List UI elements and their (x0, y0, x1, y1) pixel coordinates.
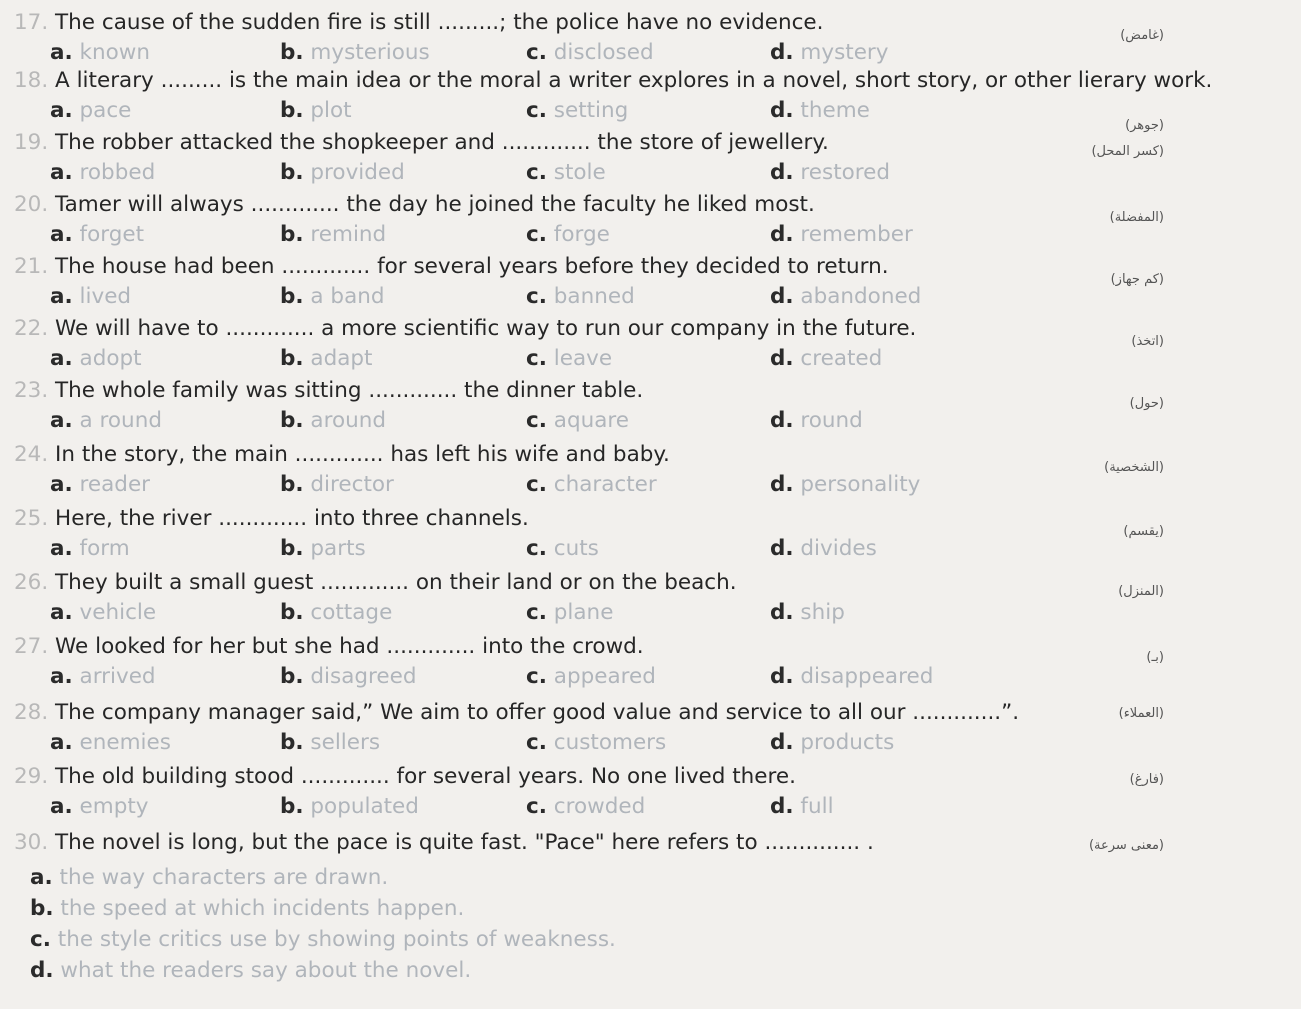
option-text: ship (800, 600, 845, 625)
question-29 (14, 762, 1284, 824)
option-text: populated (310, 794, 419, 819)
option-text: remember (800, 222, 913, 247)
option-c[interactable]: c. appeared (526, 664, 656, 689)
option-text: abandoned (800, 284, 922, 309)
option-d[interactable]: d. ship (770, 600, 845, 625)
option-text: leave (553, 346, 613, 371)
question-26 (14, 568, 1284, 630)
question-text: The robber attacked the shopkeeper and ............. the store of jewellery. (55, 130, 829, 155)
question-17 (14, 8, 1284, 70)
option-text: divides (800, 536, 877, 561)
option-c[interactable]: c. plane (526, 600, 614, 625)
option-d[interactable]: d. full (770, 794, 834, 819)
question-stem (14, 632, 644, 662)
question-18 (14, 66, 1284, 133)
arabic-hint: (اتخذ) (1131, 334, 1164, 349)
option-d[interactable]: d. personality (770, 472, 921, 497)
option-text: stole (553, 160, 606, 185)
option-c[interactable]: c. leave (526, 346, 613, 371)
option-c[interactable]: c. customers (526, 730, 667, 755)
question-22 (14, 314, 1284, 376)
question-text: The old building stood ............. for several years. No one lived there. (55, 764, 796, 789)
option-a[interactable]: a. arrived (50, 664, 156, 689)
arabic-hint: (جوهر) (1125, 118, 1164, 133)
option-text: plane (553, 600, 614, 625)
option-text: adopt (79, 346, 142, 371)
question-27 (14, 632, 1284, 694)
option-b[interactable]: b. populated (280, 794, 419, 819)
question-19 (14, 128, 1284, 190)
option-letter: c. (30, 927, 51, 952)
option-text: disappeared (800, 664, 934, 689)
option-a[interactable]: a. a round (50, 408, 162, 433)
option-text: theme (800, 98, 870, 123)
option-text: mystery (800, 40, 889, 65)
option-b[interactable]: b. sellers (280, 730, 381, 755)
option-text: form (79, 536, 130, 561)
option-d[interactable]: d. theme (770, 98, 870, 123)
question-number: 24. (14, 442, 49, 467)
option-b[interactable]: b. remind (280, 222, 387, 247)
question-text: They built a small guest ............. on their land or on the beach. (55, 570, 737, 595)
option-a[interactable] (30, 862, 616, 893)
option-a[interactable]: a. lived (50, 284, 132, 309)
option-text: parts (310, 536, 366, 561)
option-text: products (800, 730, 895, 755)
option-a[interactable]: a. vehicle (50, 600, 157, 625)
option-a[interactable]: a. empty (50, 794, 149, 819)
option-text: known (79, 40, 150, 65)
question-number: 28. (14, 700, 49, 725)
question-21 (14, 252, 1284, 314)
option-letter: d. (30, 958, 54, 983)
option-text: lived (79, 284, 132, 309)
option-text: remind (310, 222, 387, 247)
option-text: arrived (79, 664, 156, 689)
option-a[interactable]: a. form (50, 536, 130, 561)
question-stem (14, 440, 670, 470)
option-a[interactable]: a. forget (50, 222, 145, 247)
question-number: 20. (14, 192, 49, 217)
option-text: disclosed (553, 40, 654, 65)
option-text: restored (800, 160, 891, 185)
option-text: the style critics use by showing points of weakness. (57, 927, 616, 952)
option-c[interactable]: c. banned (526, 284, 635, 309)
question-number: 29. (14, 764, 49, 789)
option-text: appeared (553, 664, 656, 689)
question-20 (14, 190, 1284, 252)
option-text: provided (310, 160, 405, 185)
question-text: The whole family was sitting ............. the dinner table. (55, 378, 644, 403)
option-text: enemies (79, 730, 171, 755)
option-d[interactable]: d. products (770, 730, 895, 755)
option-d[interactable]: d. abandoned (770, 284, 922, 309)
option-c[interactable]: c. crowded (526, 794, 646, 819)
question-number: 18. (14, 68, 49, 93)
option-c[interactable] (30, 924, 616, 955)
question-text: We will have to ............. a more scientific way to run our company in the future. (55, 316, 917, 341)
option-d[interactable]: d. mystery (770, 40, 889, 65)
option-d[interactable]: d. disappeared (770, 664, 934, 689)
question-stem (14, 128, 829, 158)
option-b[interactable]: b. around (280, 408, 387, 433)
option-text: banned (553, 284, 635, 309)
option-text: the speed at which incidents happen. (60, 896, 465, 921)
arabic-hint: (غامض) (1120, 28, 1164, 43)
option-text: sellers (310, 730, 381, 755)
question-text: We looked for her but she had ............. into the crowd. (55, 634, 644, 659)
option-d[interactable]: d. round (770, 408, 863, 433)
question-stem (14, 66, 1212, 96)
question-28 (14, 698, 1284, 760)
question-text: Tamer will always ............. the day he joined the faculty he liked most. (55, 192, 815, 217)
arabic-hint: (معنى سرعة) (1088, 838, 1164, 853)
option-a[interactable]: a. pace (50, 98, 132, 123)
arabic-hint: (المنزل) (1118, 584, 1164, 599)
question-stem (14, 314, 916, 344)
option-c[interactable]: c. forge (526, 222, 610, 247)
option-a[interactable]: a. enemies (50, 730, 171, 755)
question-stem (14, 190, 815, 220)
question-30-options (30, 862, 616, 986)
option-text: setting (553, 98, 629, 123)
option-text: round (800, 408, 863, 433)
question-25 (14, 504, 1284, 566)
option-text: mysterious (310, 40, 430, 65)
option-letter: b. (30, 896, 54, 921)
option-d[interactable]: d. remember (770, 222, 913, 247)
arabic-hint: (يقسم) (1123, 524, 1164, 539)
option-c[interactable]: c. stole (526, 160, 606, 185)
question-number: 19. (14, 130, 49, 155)
question-text: Here, the river ............. into three channels. (55, 506, 529, 531)
option-a[interactable]: a. adopt (50, 346, 142, 371)
option-text: cottage (310, 600, 393, 625)
option-b[interactable]: b. a band (280, 284, 385, 309)
option-text: reader (79, 472, 151, 497)
option-d[interactable] (30, 955, 616, 986)
question-number: 27. (14, 634, 49, 659)
question-number: 17. (14, 10, 49, 35)
option-text: forget (79, 222, 145, 247)
question-24 (14, 440, 1284, 502)
arabic-hint: (المفضلة) (1109, 210, 1164, 225)
option-b[interactable]: b. cottage (280, 600, 393, 625)
arabic-hint: (فارغ) (1129, 772, 1164, 787)
option-letter: a. (30, 865, 53, 890)
option-a[interactable]: a. known (50, 40, 150, 65)
option-text: crowded (553, 794, 646, 819)
option-a[interactable]: a. robbed (50, 160, 156, 185)
option-text: robbed (79, 160, 156, 185)
question-stem (14, 376, 643, 406)
option-b[interactable]: b. adapt (280, 346, 373, 371)
option-text: cuts (553, 536, 599, 561)
question-text: The house had been ............. for several years before they decided to return. (55, 254, 889, 279)
option-text: character (553, 472, 657, 497)
option-c[interactable]: c. setting (526, 98, 629, 123)
arabic-hint: (كم جهاز) (1110, 272, 1164, 287)
question-stem (14, 504, 529, 534)
option-b[interactable]: b. director (280, 472, 394, 497)
question-23 (14, 376, 1284, 438)
option-c[interactable]: c. disclosed (526, 40, 654, 65)
arabic-hint: (كسر المحل) (1091, 144, 1164, 159)
option-text: pace (79, 98, 132, 123)
arabic-hint: (بـ) (1146, 650, 1164, 665)
arabic-hint: (العملاء) (1118, 706, 1164, 721)
question-stem (14, 8, 823, 38)
option-b[interactable]: b. disagreed (280, 664, 417, 689)
option-b[interactable]: b. mysterious (280, 40, 430, 65)
option-c[interactable]: c. aquare (526, 408, 629, 433)
question-text: In the story, the main ............. has left his wife and baby. (55, 442, 670, 467)
question-number: 25. (14, 506, 49, 531)
option-text: adapt (310, 346, 373, 371)
option-text: a round (79, 408, 162, 433)
option-text: what the readers say about the novel. (60, 958, 472, 983)
option-text: around (310, 408, 387, 433)
option-text: empty (79, 794, 149, 819)
question-30 (14, 828, 1284, 858)
option-text: the way characters are drawn. (59, 865, 389, 890)
option-text: vehicle (79, 600, 157, 625)
arabic-hint: (الشخصية) (1104, 460, 1164, 475)
option-text: created (800, 346, 883, 371)
option-text: full (800, 794, 834, 819)
option-d[interactable]: d. restored (770, 160, 891, 185)
option-text: forge (553, 222, 610, 247)
question-number: 26. (14, 570, 49, 595)
question-text: The novel is long, but the pace is quite fast. "Pace" here refers to .............. . (55, 830, 874, 855)
option-text: director (310, 472, 394, 497)
option-b[interactable] (30, 893, 616, 924)
question-stem (14, 252, 889, 282)
option-b[interactable]: b. plot (280, 98, 352, 123)
option-text: aquare (553, 408, 629, 433)
question-stem (14, 762, 796, 792)
option-b[interactable]: b. provided (280, 160, 405, 185)
question-number: 22. (14, 316, 49, 341)
option-text: personality (800, 472, 921, 497)
question-stem (14, 568, 737, 598)
question-number: 21. (14, 254, 49, 279)
option-c[interactable]: c. character (526, 472, 657, 497)
option-text: disagreed (310, 664, 417, 689)
question-number: 23. (14, 378, 49, 403)
option-d[interactable]: d. divides (770, 536, 877, 561)
question-stem (14, 698, 1019, 728)
question-text: A literary ......... is the main idea or the moral a writer explores in a novel, short story, or other lierary work. (55, 68, 1213, 93)
option-c[interactable]: c. cuts (526, 536, 599, 561)
question-number: 30. (14, 830, 49, 855)
option-a[interactable]: a. reader (50, 472, 151, 497)
option-text: a band (310, 284, 385, 309)
option-text: plot (310, 98, 352, 123)
arabic-hint: (حول) (1129, 396, 1164, 411)
option-d[interactable]: d. created (770, 346, 883, 371)
question-text: The company manager said,” We aim to offer good value and service to all our .............”. (55, 700, 1020, 725)
option-text: customers (553, 730, 667, 755)
question-stem (14, 828, 874, 858)
question-text: The cause of the sudden fire is still .........; the police have no evidence. (55, 10, 824, 35)
option-b[interactable]: b. parts (280, 536, 366, 561)
